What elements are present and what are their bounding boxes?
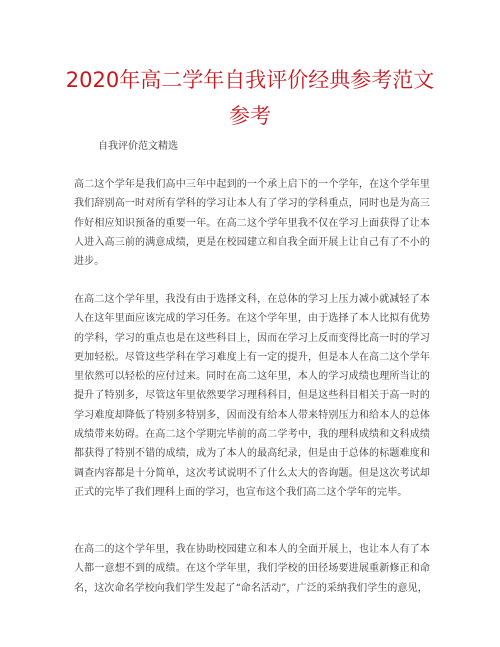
paragraph-1: 高二这个学年是我们高中三年中起到的一个承上启下的一个学年，在这个学年里我们辞别高一时对所有学科的学习让本人有了学习的学科重点，同时也是为高三作好相应知识预备的重要一年。在高二这个学年里我不仅在学习上面获得了让本人进入高三前的满意成绩，更是在校园建立和自我全面开展上让自己有了不小的进步。 (74, 179, 430, 268)
paragraph-3: 在高二的这个学年里，我在协助校园建立和本人的全面开展上，也让本人有了本人都一意想不到的成绩。在这个学年里，我们学校的田径场要进展重新修正和命名，这次命名学校向我们学生发起了“命名活动”，广泛的采纳我们学生的意见， (74, 544, 430, 594)
document-subtitle: 自我评价范文精选 (98, 141, 178, 152)
paragraph-2: 在高二这个学年里，我没有由于选择文科，在总体的学习上压力减小就减轻了本人在这年里面应该完成的学习任务。在这个学年里，由于选择了本人比拟有优势的学科，学习的重点也是在这些科目上，因而在学习上反而变得比高一时的学习更加轻松。尽管这些学科在学习难度上有一定的提升，但是本人在高二这个学年里依然可以轻松的应付过来。同时在高二这年里，本人的学习成绩也理所当让的提升了特别多，尽管这年里依然要学习理科科目，但是这些科目相关于高一时的学习难度却降低了特别多特别多，因而没有给本人带来特别压力和给本人的总体成绩带来妨碍。在高二这个学期完毕前的高二学考中，我的理科成绩和文科成绩都获得了特别不错的成绩，成为了本人的最高纪录，但是由于总体的标题难度和调查内容都是十分简单，这次考试说明不了什么太大的咨询题。但是这次考试却正式的完毕了我们理科上面的学习，也宣布这个我们高二这个学年的完毕。 (74, 294, 430, 498)
document-title: 2020年高二学年自我评价经典参考范文参考 (65, 68, 435, 128)
